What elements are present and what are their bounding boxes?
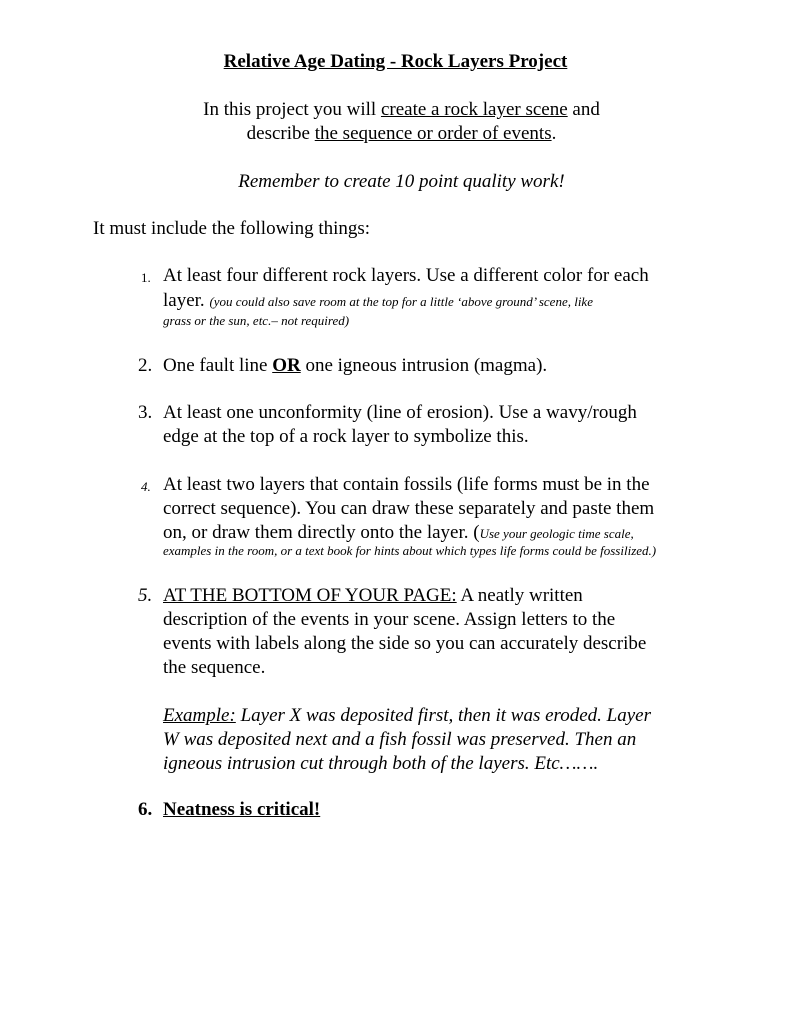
intro-text: In this project you will [203, 99, 381, 120]
item-5-text: A neatly written [456, 585, 583, 606]
item-3-line-2: edge at the top of a rock layer to symbolize this. [163, 426, 529, 447]
item-2-or-emphasis: OR [272, 355, 301, 376]
item-2-text: one igneous intrusion (magma). [300, 355, 548, 376]
item-1-line-2 [163, 290, 593, 312]
requirements-lead: It must include the following things: [93, 218, 371, 239]
example-line-3: igneous intrusion cut through both of the layers. Etc……. [163, 753, 599, 774]
item-5-line-3: events with labels along the side so you can accurately describe [163, 633, 647, 654]
item-1-number: 1. [141, 270, 151, 285]
example-label: Example: [163, 705, 236, 726]
example-text: Layer X was deposited first, then it was eroded. Layer [235, 705, 651, 726]
item-6-text: Neatness is critical! [163, 799, 321, 820]
example-line-1 [163, 705, 651, 727]
intro-text: . [551, 123, 557, 144]
item-3-number: 3. [138, 402, 153, 423]
item-5-line-1 [163, 585, 583, 607]
item-5-number: 5. [138, 585, 153, 606]
item-1-text: layer. [163, 290, 210, 311]
item-3-line-1: At least one unconformity (line of erosion). Use a wavy/rough [163, 402, 637, 423]
quality-reminder: Remember to create 10 point quality work! [238, 171, 565, 192]
item-4-line-4: examples in the room, or a text book for hints about which types life forms could be fossilized.) [163, 543, 657, 558]
item-2-text: One fault line [163, 355, 273, 376]
intro-line-1 [0, 99, 791, 121]
intro-line-2 [0, 123, 791, 145]
item-5-line-2: description of the events in your scene. Assign letters to the [163, 609, 616, 630]
item-4-line-3 [163, 522, 634, 544]
intro-underlined-text: the sequence or order of events [314, 123, 552, 144]
item-2-line-1 [163, 355, 547, 377]
intro-text: describe [246, 123, 315, 144]
item-1-note: (you could also save room at the top for a little ‘above ground’ scene, like [209, 294, 593, 309]
item-2-number: 2. [138, 355, 153, 376]
item-6-number: 6. [138, 799, 153, 820]
item-1-line-1: At least four different rock layers. Use a different color for each [163, 265, 649, 286]
example-line-2: W was deposited next and a fish fossil was preserved. Then an [163, 729, 637, 750]
item-4-number: 4. [141, 479, 151, 494]
item-4-line-2: correct sequence). You can draw these separately and paste them [163, 498, 655, 519]
item-5-line-4: the sequence. [163, 657, 266, 678]
item-5-heading: AT THE BOTTOM OF YOUR PAGE: [163, 585, 457, 606]
item-4-note: Use your geologic time scale, [479, 526, 634, 541]
intro-text: and [567, 99, 600, 120]
intro-underlined-text: create a rock layer scene [380, 99, 568, 120]
item-4-text: on, or draw them directly onto the layer. ( [163, 522, 480, 543]
item-4-line-1: At least two layers that contain fossils (life forms must be in the [163, 474, 650, 495]
document-title: Relative Age Dating - Rock Layers Project [223, 51, 568, 72]
item-1-line-3: grass or the sun, etc.– not required) [163, 313, 350, 328]
